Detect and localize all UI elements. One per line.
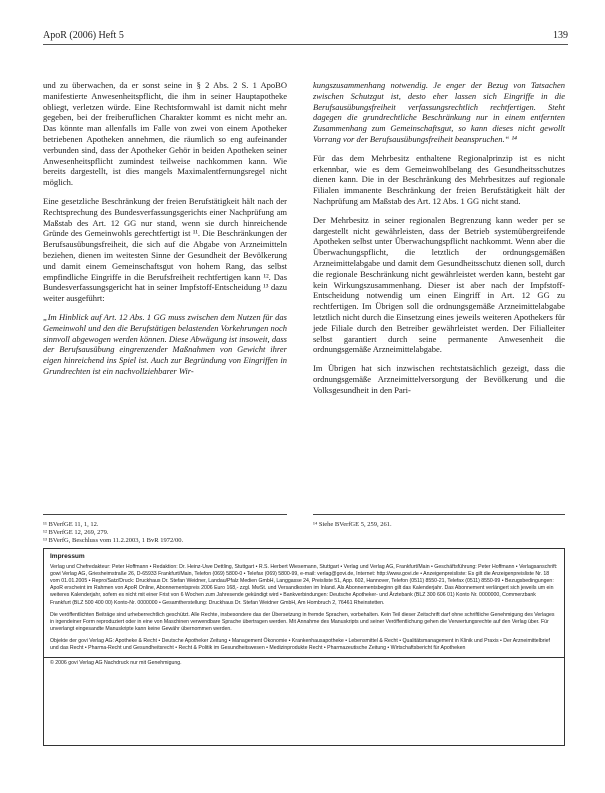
footnote: ¹² BVerfGE 12, 269, 279. — [43, 529, 109, 536]
running-header — [43, 28, 568, 45]
footnote: ¹⁴ Siehe BVerfGE 5, 259, 261. — [313, 521, 392, 528]
footnote: ¹³ BVerfG, Beschluss vom 11.2.2003, 1 BvR 1972/00. — [43, 537, 184, 544]
paragraph: Im Übrigen hat sich inzwischen rechtstatsächlich gezeigt, dass die ordnungsgemäße Arzneimittelversorgung der Bevölkerung und die Volksgesundheit in den Pari- — [313, 363, 565, 395]
impressum-text: Objekte der govi Verlag AG: Apotheke & Recht • Deutsche Apotheker Zeitung • Management Ökonomie • Krankenhausapotheke • Lebensmittel & Recht • Qualitätsmanagement in Klinik und Praxis • Der Arzneimittelbrief und das Recht • Pharma-Recht und Gesundheitsrecht • Recht & Politik im Gesundheitswesen • Medizinprodukte Recht • Pharmazeutische Zeitung • Wirtschaftsbericht für Apotheken — [50, 637, 550, 652]
impressum-box — [43, 548, 565, 746]
impressum-text: Verlag und Chefredakteur: Peter Hoffmann • Redaktion: Dr. Heinz-Uwe Dettling, Stuttgart • R.S. Herbert Wiesemann, Stuttgart • Verlag und Verlag AG, Frankfurt/Main • Geschäftsführung: Peter Hoffmann • Verlagsanschrift: gowi Verlag AG, Griesheimstraße 26, D-65933 Frankfurt/Main, Telefon (069) 5800-0 • Telefax (069) 5800-99, e-mail: verlag@govi.de, Internet: http://www.govi.de • Anzeigenpreisliste: Es gilt die Anzeigenpreisliste Nr. 18 vom 01.01.2005 • Repro/Satz/Druck: Druckhaus Dr. Stefan Weidner, Landau/Pfalz Medien GmbH, Langgasse 24, Preisliste 51, App. 602, Hannover, Telefon (0511) 8550-21, Telefax (0511) 8550-99 • Bezugsbedingungen: ApoR erscheint im Rahmen von ApoR Online, Abonnementspreis 2006 Euro 168,- zzgl. MwSt. und Versandkosten im Inland. Als Abonnementsbeginn gilt das Kalenderjahr. Das Abonnement verlängert sich jeweils um ein weiteres Kalenderjahr, sofern es nicht mit einer Frist von 6 Wochen zum Jahresende gekündigt wird • Bankverbindungen: Deutsche Apotheker- und Ärztebank (BLZ 300 606 01) Konto Nr. 0000000, Commerzbank Frankfurt (BLZ 500 400 00) Konto-Nr. 0000000 • Gesamtherstellung: Druckhaus Dr. Stefan Weidner GmbH, Am Hombruch 2, 76461 Rheinstetten. — [50, 564, 558, 606]
quotation: „Im Hinblick auf Art. 12 Abs. 1 GG muss zwischen dem Nutzen für das Gemeinwohl und den die Berufstätigen belastenden Vorkehrungen noch sinnvoll abgewogen werden können. Diese Abwägung ist insoweit, dass der Berufsausübung eingrenzender Maßnahmen von Gewicht ihrer eigen hinreichend ins Spiel ist. Auch zur Begründung von Eingriffen in Grundrechten ist ein nachvollziehbarer Wir- — [43, 311, 287, 376]
footnote: ¹¹ BVerfGE 11, 1, 12. — [43, 521, 99, 528]
impressum-text: Die veröffentlichten Beiträge sind urheberrechtlich geschützt. Alle Rechte, insbesondere das der Übersetzung in fremde Sprachen, vorbehalten. Kein Teil dieser Zeitschrift darf ohne schriftliche Genehmigung des Verlages in irgendeiner Form reproduziert oder in eine von Maschinen verwendbare Sprache übertragen werden. Mit Annahme des Manuskripts und seiner Veröffentlichung gehen die Verwertungsrechte auf den Verlag über. Für unverlangt eingesandte Manuskripte kann keine Gewähr übernommen werden. — [50, 611, 555, 632]
page-number: 139 — [553, 30, 568, 41]
impressum-title: Impressum — [50, 553, 85, 560]
footnotes-right — [313, 514, 565, 529]
paragraph: Eine gesetzliche Beschränkung der freien Berufstätigkeit hält nach der Rechtsprechung des Bundesverfassungsgerichts einer Nachprüfung am Maßstab des Art. 12 GG nur stand, wenn sie durch hinreichende Gründe des Gemeinwohls gerechtfertigt ist ¹¹. Die Beschränkungen der Berufsausübungsfreiheit, die sich auf die Abgabe von Arzneimitteln beziehen, dienen im weitesten Sinne der Gesundheit der Bevölkerung und damit einem Gemeinschaftsgut von hohem Rang, das selbst empfindliche Eingriffe in die Berufsfreiheit rechtfertigen kann ¹². Das Bundesverfassungsgericht hat in seiner Impfstoff-Entscheidung ¹³ dazu weiter ausgeführt: — [43, 195, 287, 304]
quotation: kungszusammenhang notwendig. Je enger der Bezug von Tatsachen zwischen Schutzgut ist, desto eher lassen sich Eingriffe in die Berufsausübungsfreiheit verfassungsrechtlich rechtfertigen. Steht dagegen die grundrechtliche Beschränkung nur in einem entfernten Zusammenhang zum Gemeinschaftsgut, so kann dieses nicht gewollt Vorrang vor der Berufsausübungsfreiheit beanspruchen.“ ¹⁴ — [313, 80, 565, 144]
paragraph: Der Mehrbesitz in seiner regionalen Begrenzung kann weder per se dargestellt nicht gewährleisten, dass der Betrieb systemübergreifende Apotheken selbst unter Überwachungspflicht nachkommt. Wenn aber die Überwachungspflicht, die letztlich der ordnungsgemäßen Arzneimittelabgabe und damit dem Gesundheitsschutz dienen soll, durch die regionale Beschränkung nicht gewährleistet werden kann, besteht gar kein Wirkungszusammenhang. Dieser ist aber nach der Impfstoff-Entscheidung notwendig um einen Eingriff in Art. 12 GG zu rechtfertigen. Im Übrigen soll die ordnungsgemäße Arzneimittelabgabe letztlich nicht durch die Einsetzung eines jeweils weiteren Apothekers für jede Filiale durch den Betreiber gewährleistet werden. Der Filialleiter selbst garantiert durch seine permanente Anwesenheit die ordnungsgemäße Arzneimittelabgabe. — [313, 214, 565, 355]
divider — [44, 657, 564, 658]
right-column — [313, 80, 565, 404]
paragraph: und zu überwachen, da er sonst seine in § 2 Abs. 2 S. 1 ApoBO manifestierte Anwesenheitspflicht, die ihm in seiner Hauptapotheke obliegt, verletzen würde. Eine Rechtsformwahl ist damit nicht mehr gegeben, bei der freiberuflichen Charakter kommt es nicht mehr an. Das könnte man allenfalls im Falle von zwei von einem Apotheker betriebenen Apotheken annehmen, die räumlich so eng aufeinander verbunden sind, dass der Apotheker Gehör in beiden Apotheken seiner Anwesenheitspflicht zumindest teilweise nachkommen kann. Wie bereits dargestellt, ist dies mangels Maximalentfernungsregel nicht möglich. — [43, 80, 287, 188]
left-column — [43, 80, 287, 385]
paragraph: Für das dem Mehrbesitz enthaltene Regionalprinzip ist es nicht erkennbar, wie es dem Gemeinwohlbelang des Gesundheitsschutzes dienen kann. Die in der Beschränkung des Mehrbesitzes auf regionale Filialen immanente Beschränkung der freien Berufstätigkeit hält der Nachprüfung am Maßstab des Art. 12 Abs. 1 GG nicht stand. — [313, 152, 565, 206]
footnotes-left — [43, 514, 287, 545]
journal-issue: ApoR (2006) Heft 5 — [43, 30, 124, 41]
copyright: © 2006 govi Verlag AG Nachdruck nur mit Genehmigung. — [50, 660, 182, 667]
